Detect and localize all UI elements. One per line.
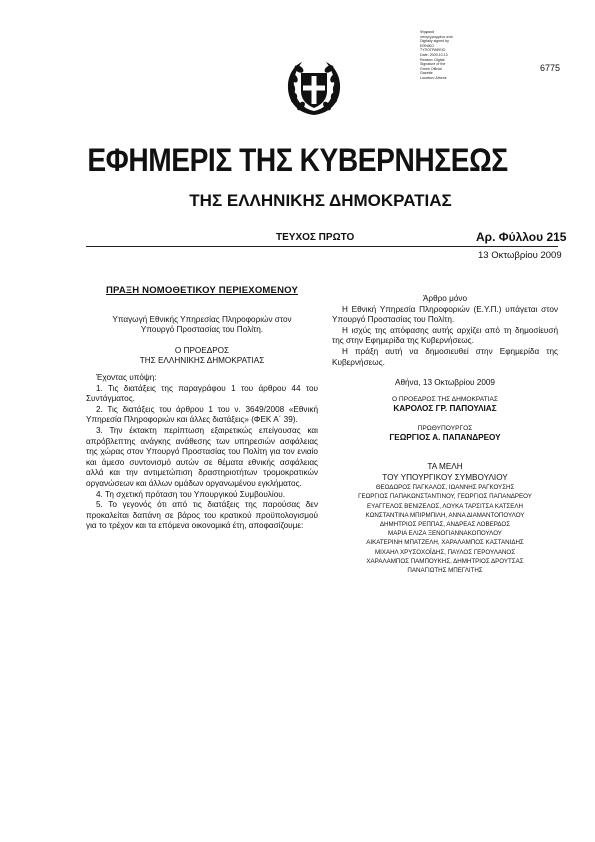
stamp-line: υπογεγραμμένο από [420, 34, 453, 39]
president-heading-2: ΤΗΣ ΕΛΛΗΝΙΚΗΣ ΔΗΜΟΚΡΑΤΙΑΣ [139, 356, 265, 366]
member-line: ΠΑΝΑΓΙΩΤΗΣ ΜΠΕΓΛΙΤΗΣ [407, 566, 483, 574]
gazette-subtitle: ΤΗΣ ΕΛΛΗΝΙΚΗΣ ΔΗΜΟΚΡΑΤΙΑΣ [189, 191, 452, 210]
president-heading-1: Ο ΠΡΟΕΔΡΟΣ [174, 345, 230, 355]
stamp-line: ΤΥΠΟΓΡΑΦΕΙΟ [420, 48, 446, 53]
stamp-line: Reason: Digital [420, 57, 445, 62]
consideration-item: 2. Τις διατάξεις του άρθρου 1 του ν. 3649/2008 «Εθνική Υπηρεσία Πληροφοριών και άλλες διατάξεις» (ΦΕΚ Α΄ 39). [86, 404, 318, 425]
stamp-line: Digitally signed by [420, 39, 449, 44]
stamp-line: Date: 2009.10.13 [420, 52, 448, 57]
member-line: ΑΙΚΑΤΕΡΙΝΗ ΜΠΑΤΖΕΛΗ, ΧΑΡΑΛΑΜΠΟΣ ΚΑΣΤΑΝΙΔΗΣ [366, 539, 524, 547]
considerations-intro: Έχοντας υπόψη: [96, 372, 157, 382]
consideration-item: 4. Τη σχετική πρόταση του Υπουργικού Συμβουλίου. [96, 489, 286, 499]
gazette-title: ΕΦΗΜΕΡΙΣ ΤΗΣ ΚΥΒΕΡΝΗΣΕΩΣ [87, 142, 508, 178]
right-column [332, 294, 558, 575]
member-line: ΓΕΩΡΓΙΟΣ ΠΑΠΑΚΩΝΣΤΑΝΤΙΝΟΥ, ΓΕΩΡΓΙΟΣ ΠΑΠΑΝΔΡΕΟΥ [358, 493, 532, 501]
council-title: ΤΟΥ ΥΠΟΥΡΓΙΚΟΥ ΣΥΜΒΟΥΛΙΟΥ [382, 472, 508, 482]
article-paragraph: Η πράξη αυτή να δημοσιευθεί στην Εφημερίδα της Κυβερνήσεως. [332, 346, 558, 367]
stamp-line: Gazette [420, 71, 433, 76]
member-line: ΔΗΜΗΤΡΙΟΣ ΡΕΠΠΑΣ, ΑΝΔΡΕΑΣ ΛΟΒΕΡΔΟΣ [379, 520, 511, 528]
president-title: Ο ΠΡΟΕΔΡΟΣ ΤΗΣ ΔΗΜΟΚΡΑΤΙΑΣ [391, 395, 499, 403]
article-paragraph: Η Εθνική Υπηρεσία Πληροφοριών (Ε.Υ.Π.) υπάγεται στον Υπουργό Προστασίας του Πολίτη. [332, 304, 558, 325]
member-line: ΧΑΡΑΛΑΜΠΟΣ ΠΑΜΠΟΥΚΗΣ, ΔΗΜΗΤΡΙΟΣ ΔΡΟΥΤΣΑΣ [366, 557, 524, 565]
header-divider [86, 246, 558, 247]
sheet-number: Αρ. Φύλλου 215 [476, 230, 567, 244]
president-name: ΚΑΡΟΛΟΣ ΓΡ. ΠΑΠΟΥΛΙΑΣ [393, 403, 497, 413]
member-line: ΚΩΝΣΤΑΝΤΙΝΑ ΜΠΙΡΜΠΙΛΗ, ΑΝΝΑ ΔΙΑΜΑΝΤΟΠΟΥΛΟΥ [365, 511, 525, 519]
member-line: ΜΑΡΙΑ ΕΛΙΖΑ ΞΕΝΟΓΙΑΝΝΑΚΟΠΟΥΛΟΥ [388, 530, 502, 538]
stamp-line: Signature of the [420, 62, 446, 67]
place-date: Αθήνα, 13 Οκτωβρίου 2009 [394, 378, 495, 388]
pm-name: ΓΕΩΡΓΙΟΣ Α. ΠΑΠΑΝΔΡΕΟΥ [389, 433, 501, 443]
pm-title: ΠΡΩΘΥΠΟΥΡΓΟΣ [417, 425, 473, 433]
members-title: ΤΑ ΜΕΛΗ [427, 461, 463, 471]
coat-of-arms-icon [284, 58, 344, 118]
consideration-item: 1. Τις διατάξεις της παραγράφου 1 του άρθρου 44 του Συντάγματος. [86, 383, 318, 404]
consideration-item: 5. Το γεγονός ότι από τις διατάξεις της παρούσας δεν προκαλείται δαπάνη σε βάρος του κρατικού προϋπολογισμού για το τρέχον και τα επόμενα οικονομικά έτη, αποφασίζουμε: [86, 500, 318, 531]
stamp-line: Location: Athens [420, 75, 447, 80]
issue-date: 13 Οκτωβρίου 2009 [478, 250, 562, 261]
stamp-line: Ψηφιακά [420, 30, 435, 34]
member-line: ΜΙΧΑΗΛ ΧΡΥΣΟΧΟΪΔΗΣ, ΠΑΥΛΟΣ ΓΕΡΟΥΛΑΝΟΣ [374, 548, 516, 556]
member-line: ΕΥΑΓΓΕΛΟΣ ΒΕΝΙΖΕΛΟΣ, ΛΟΥΚΑ ΤΑΡΣΙΤΣΑ ΚΑΤΣΕΛΗ [367, 502, 523, 510]
act-subject: Υπαγωγή Εθνικής Υπηρεσίας Πληροφοριών στον Υπουργό Προστασίας του Πολίτη. [112, 314, 292, 335]
issue-label: ΤΕΥΧΟΣ ΠΡΩΤΟ [276, 232, 355, 243]
member-line: ΘΕΟΔΩΡΟΣ ΠΑΓΚΑΛΟΣ, ΙΩΑΝΝΗΣ ΡΑΓΚΟΥΣΗΣ [375, 484, 515, 492]
stamp-line: Greek Official [420, 66, 442, 71]
page-number: 6775 [540, 63, 561, 73]
stamp-line: ΕΘΝΙΚΟ [420, 43, 434, 48]
article-paragraph: Η ισχύς της απόφασης αυτής αρχίζει από τη δημοσίευσή της στην Εφημερίδα της Κυβερνήσεως. [332, 325, 558, 346]
article-title: Άρθρο μόνο [422, 294, 468, 303]
consideration-item: 3. Την έκτακτη περίπτωση εξαιρετικώς επείγουσας και απρόβλεπτης ανάγκης ανάθεσης των υπηρεσιών ασφάλειας της χώρας στον Υπουργό Προστασίας του Πολίτη για τον ενιαίο και άμεσο συντονισμό αυτών σε θέματα εθνικής ασφάλειας αλλά και την αντιμετώπιση δραστηριοτήτων τρομοκρατικών οργανώσεων και άλλων ομάδων οργανωμένου εγκλήματος. [86, 425, 318, 488]
digital-signature-stamp [420, 30, 480, 81]
left-column [86, 286, 318, 532]
act-heading: ΠΡΑΞΗ ΝΟΜΟΘΕΤΙΚΟΥ ΠΕΡΙΕΧΟΜΕΝΟΥ [105, 285, 299, 296]
